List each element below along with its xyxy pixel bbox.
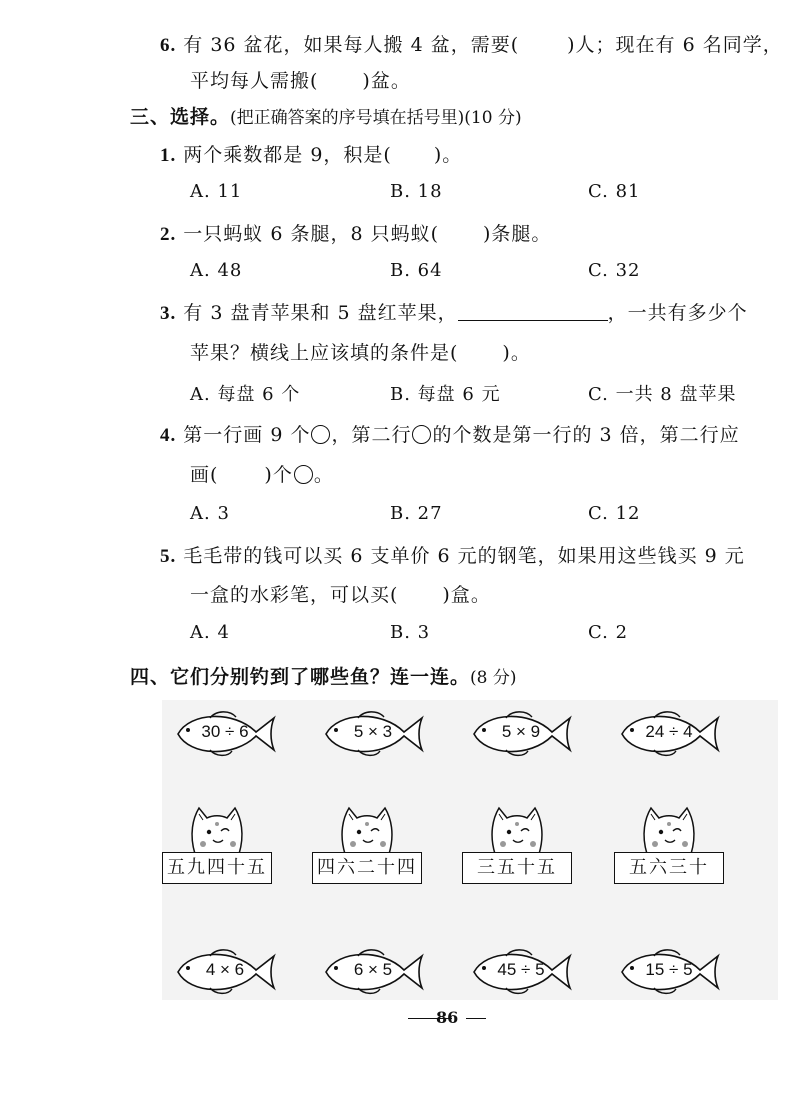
question-text: 。 <box>313 464 334 486</box>
option-c[interactable]: C. 12 <box>588 503 641 524</box>
question-text: 第一行画 9 个 <box>183 424 311 446</box>
question-text: 平均每人需搬( <box>190 70 319 92</box>
fish-expression: 5 × 3 <box>353 722 393 741</box>
option-b[interactable]: B. 64 <box>390 260 443 281</box>
fish-expression: 5 × 9 <box>501 722 541 741</box>
fish-top-1[interactable] <box>170 706 280 762</box>
question-text: ，第二行 <box>331 424 412 446</box>
question-3-line-1 <box>160 300 748 327</box>
option-a[interactable]: A. 11 <box>190 181 243 202</box>
page-number-rule-right <box>466 1018 486 1019</box>
section-3-heading <box>130 102 522 129</box>
fill-in-line[interactable] <box>458 302 608 321</box>
question-text: 两个乘数都是 9，积是( <box>183 144 392 166</box>
question-text: 毛毛带的钱可以买 6 支单价 6 元的钢笔，如果用这些钱买 9 元 <box>183 545 745 567</box>
option-a[interactable]: A. 4 <box>190 622 230 643</box>
option-c[interactable]: C. 32 <box>588 260 641 281</box>
fish-top-2[interactable] <box>318 706 428 762</box>
fish-expression: 24 ÷ 4 <box>645 722 693 741</box>
circle-icon <box>311 425 330 444</box>
question-text: )条腿。 <box>483 223 552 245</box>
fish-top-4[interactable] <box>614 706 724 762</box>
option-b[interactable]: B. 27 <box>390 503 443 524</box>
fish-expression: 45 ÷ 5 <box>497 960 545 979</box>
fish-top-3[interactable] <box>466 706 576 762</box>
option-c[interactable]: C. 一共 8 盘苹果 <box>588 384 737 405</box>
section-title: 四、它们分别钓到了哪些鱼？连一连。 <box>130 666 471 688</box>
option-a[interactable]: A. 每盘 6 个 <box>190 384 301 405</box>
question-4-line-1 <box>160 422 740 449</box>
cat-icon <box>337 804 397 856</box>
section-4-heading <box>130 662 517 689</box>
option-a[interactable]: A. 48 <box>190 260 243 281</box>
fish-bottom-1[interactable] <box>170 944 280 1000</box>
question-5-line-1 <box>160 543 745 570</box>
question-text: )人；现在有 6 名同学， <box>567 34 783 56</box>
question-3-line-2 <box>190 340 531 366</box>
question-5-line-2 <box>190 582 491 608</box>
question-text: 苹果？横线上应该填的条件是( <box>190 342 459 364</box>
cat-2[interactable] <box>312 804 422 888</box>
question-text: 一只蚂蚁 6 条腿，8 只蚂蚁( <box>183 223 440 245</box>
question-text: 一盒的水彩笔，可以买( <box>190 584 399 606</box>
multiplication-phrase: 五九四十五 <box>162 852 272 884</box>
fish-bottom-2[interactable] <box>318 944 428 1000</box>
cat-3[interactable] <box>462 804 572 888</box>
option-b[interactable]: B. 每盘 6 元 <box>390 384 501 405</box>
question-number: 2. <box>160 224 177 245</box>
section-note: (8 分) <box>470 668 517 688</box>
multiplication-phrase: 三五十五 <box>462 852 572 884</box>
page-number: 86 <box>436 1008 459 1027</box>
question-text: 画( <box>190 464 219 486</box>
fish-expression: 15 ÷ 5 <box>645 960 693 979</box>
question-1 <box>160 142 462 169</box>
cat-1[interactable] <box>162 804 272 888</box>
question-2 <box>160 221 551 248</box>
question-text: 的个数是第一行的 3 倍，第二行应 <box>432 424 740 446</box>
circle-icon <box>412 425 431 444</box>
section-title: 三、选择。 <box>130 106 231 128</box>
cat-icon <box>639 804 699 856</box>
question-4-line-2 <box>190 462 334 488</box>
multiplication-phrase: 五六三十 <box>614 852 724 884</box>
cat-icon <box>187 804 247 856</box>
fish-bottom-4[interactable] <box>614 944 724 1000</box>
circle-icon <box>294 465 313 484</box>
question-number: 3. <box>160 303 177 324</box>
option-c[interactable]: C. 81 <box>588 181 641 202</box>
option-b[interactable]: B. 18 <box>390 181 443 202</box>
question-text: )。 <box>502 342 531 364</box>
option-c[interactable]: C. 2 <box>588 622 629 643</box>
question-text: )盆。 <box>362 70 411 92</box>
fish-expression: 4 × 6 <box>205 960 245 979</box>
fish-bottom-3[interactable] <box>466 944 576 1000</box>
question-number: 6. <box>160 35 177 56</box>
question-number: 5. <box>160 546 177 567</box>
option-b[interactable]: B. 3 <box>390 622 431 643</box>
question-text: )盒。 <box>442 584 491 606</box>
question-text: )。 <box>433 144 463 166</box>
fish-expression: 30 ÷ 6 <box>201 722 249 741</box>
question-text: ，一共有多少个 <box>607 302 748 324</box>
section-note: (把正确答案的序号填在括号里)(10 分) <box>230 108 522 128</box>
option-a[interactable]: A. 3 <box>190 503 230 524</box>
cat-icon <box>487 804 547 856</box>
multiplication-phrase: 四六二十四 <box>312 852 422 884</box>
question-number: 4. <box>160 425 177 446</box>
question-6-line-1 <box>160 32 783 59</box>
question-text: 有 36 盆花，如果每人搬 4 盆，需要( <box>183 34 520 56</box>
fish-expression: 6 × 5 <box>353 960 393 979</box>
question-text: 有 3 盘青苹果和 5 盘红苹果， <box>183 302 458 324</box>
question-6-line-2 <box>190 68 411 94</box>
question-number: 1. <box>160 145 177 166</box>
question-text: )个 <box>264 464 293 486</box>
cat-4[interactable] <box>614 804 724 888</box>
